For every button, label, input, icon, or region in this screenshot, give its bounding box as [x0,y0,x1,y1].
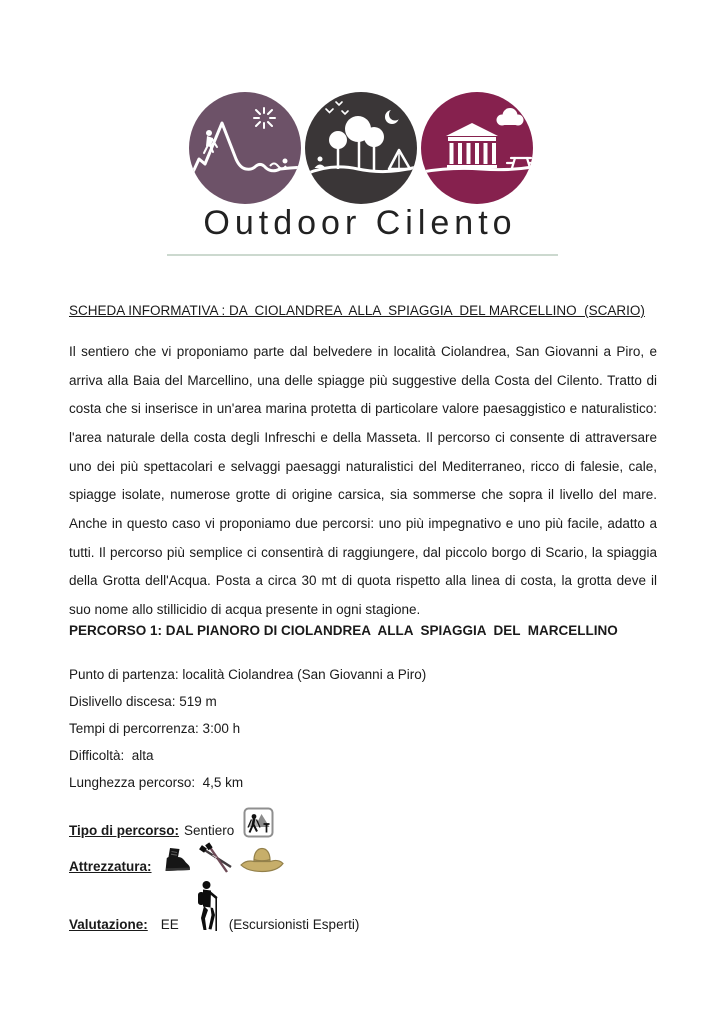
intro-line: spiagge isolate, numerose grotte di origine carsica, sia sommerse che sopra il livello del mare. [69,487,657,503]
route-type-value: Sentiero [184,823,235,838]
intro-line: tutti. Il percorso più semplice ci consentirà di raggiungere, dal piccolo borgo di Scario, la spiaggia [69,544,657,560]
intro-line: costa che si inserisce in un'area marina protetta di particolare valore paesaggistico e naturalistico: [69,401,657,417]
logo-wordmark: Outdoor Cilento [203,204,517,242]
intro-line: Il sentiero che vi proponiamo parte dal belvedere in località Ciolandrea, San Giovanni a Piro, e [69,344,657,359]
logo-circle-mountain [187,92,304,204]
rating-grade: EE [160,917,179,932]
section-heading: PERCORSO 1: DAL PIANORO DI CIOLANDREA ALLA SPIAGGIA DEL MARCELLINO [69,623,618,638]
intro-line: arriva alla Baia del Marcellino, una delle spiagge più suggestive della Costa del Cilento. Tratto di [69,372,657,388]
equipment-row [69,841,285,875]
page-title: SCHEDA INFORMATIVA : DA CIOLANDREA ALLA SPIAGGIA DEL MARCELLINO (SCARIO) [69,303,645,318]
detail-line: Punto di partenza: località Ciolandrea (San Giovanni a Piro) [69,667,427,682]
logo-circle-culture [421,92,534,204]
hiker-icon [192,880,220,933]
route-type-label: Tipo di percorso: [69,823,180,838]
logo-illustration [186,89,534,207]
intro-line: uno dei più spettacolari e selvaggi paesaggi naturalistici del Mediterraneo, ricco di falesie, cale, [69,458,657,474]
intro-line: della Grotta dell'Acqua. Posta a circa 30 mt di quota rispetto alla linea di costa, la grotta deve il [69,573,657,589]
detail-line: Lunghezza percorso: 4,5 km [69,775,244,790]
detail-line: Difficoltà: alta [69,748,154,763]
intro-line: Anche in questo caso vi proponiamo due percorsi: uno più impegnativo e uno più facile, adatto a [69,515,657,531]
hiking-boot-icon [162,845,192,875]
trail-sign-icon [243,806,274,839]
hat-icon [239,845,285,875]
intro-line: l'area naturale della costa degli Infreschi e della Masseta. Il percorso ci consente di attraversare [69,429,657,445]
logo-divider [167,254,558,256]
equipment-label: Attrezzatura: [69,859,152,874]
logo-circle-nature [305,92,417,204]
detail-line: Dislivello discesa: 519 m [69,694,217,709]
rating-note: (Escursionisti Esperti) [228,917,360,932]
route-details [69,661,657,796]
route-type-row [69,805,274,839]
rating-label: Valutazione: [69,917,148,932]
rating-row [69,880,359,933]
detail-line: Tempi di percorrenza: 3:00 h [69,721,241,736]
intro-line: suo nome allo stillicidio di acqua presente in ogni stagione. [69,601,421,617]
trekking-poles-icon [196,842,234,875]
intro-paragraph [69,338,657,625]
